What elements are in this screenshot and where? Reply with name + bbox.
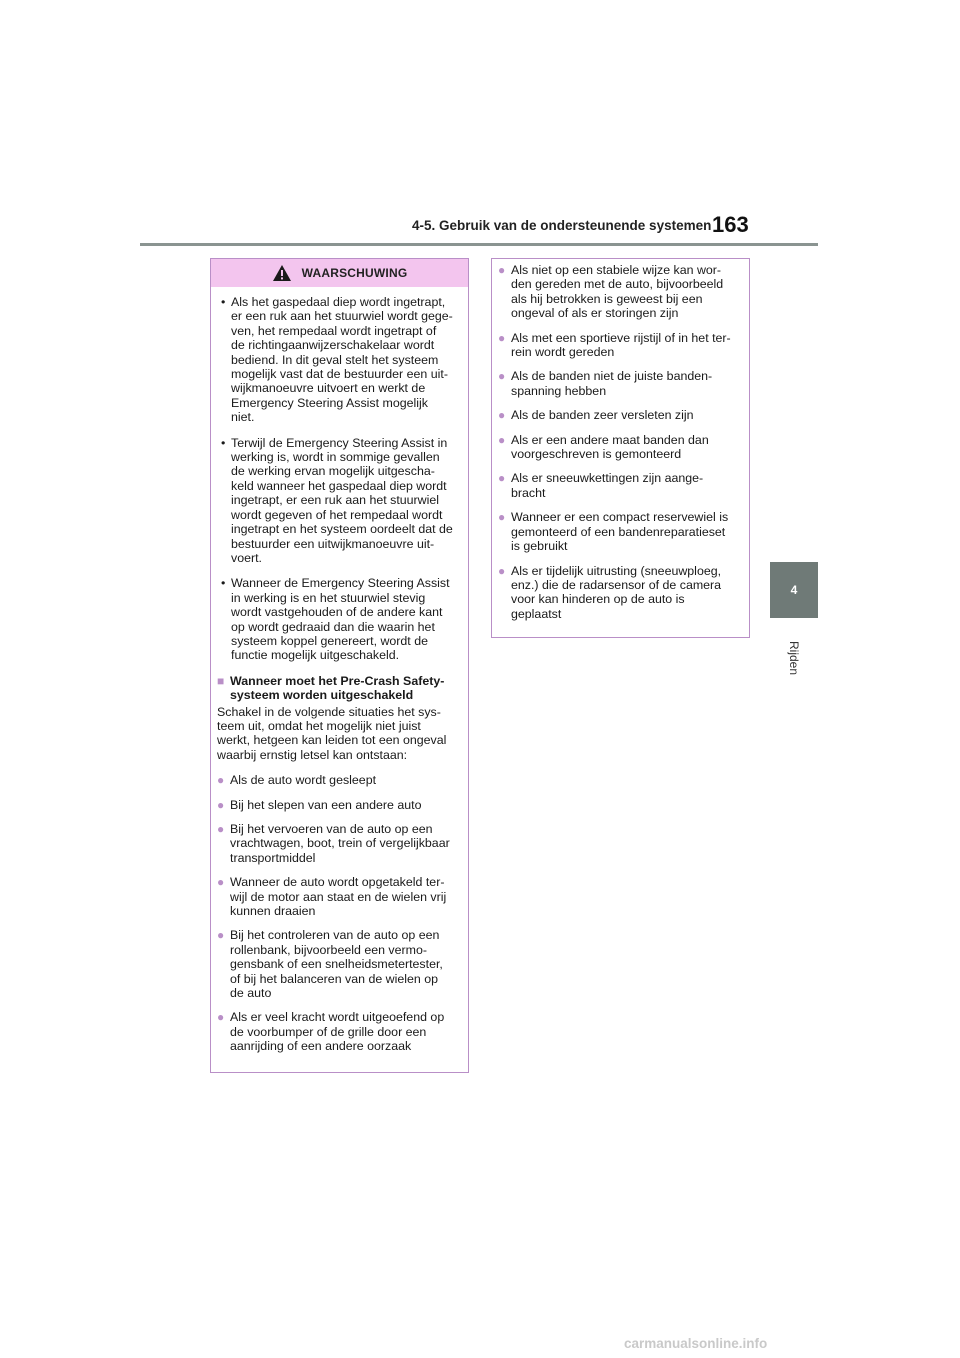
text-line: Wanneer moet het Pre-Crash Safety- [230,673,445,688]
warning-heading: WAARSCHUWING [301,266,408,280]
intro-paragraph [217,705,460,763]
warning-bullet-marker: • [221,435,226,450]
text-line: niet. [231,410,255,425]
situation-item-marker: ● [498,471,506,486]
text-line: rein wordt gereden [511,345,615,360]
text-line: Schakel in de volgende situaties het sys- [217,704,441,719]
text-line: werking is, wordt in sommige gevallen [231,450,440,465]
situation-item [217,798,460,812]
text-line: geplaatst [511,606,562,621]
situation-item-marker: ● [498,563,506,578]
text-line: of bij het balanceren van de wielen op [230,971,439,986]
header-rule [140,243,818,246]
subheading-text [230,674,444,703]
text-line: Als er een andere maat banden dan [511,432,709,447]
warning-panel-left [210,258,469,1073]
situation-item-marker: ● [217,875,225,890]
situation-item-text [230,798,460,812]
situation-item-marker: ● [498,408,506,423]
warning-bullet-marker: • [221,576,226,591]
situation-item-text [511,263,743,321]
text-line: Als de banden zeer versleten zijn [511,408,694,423]
text-line: gensbank of een snelheidsmetertester, [230,957,443,972]
text-line: bediend. In dit geval stelt het systeem [231,352,439,367]
text-line: de werking ervan mogelijk uitgescha- [231,464,435,479]
warning-bullet-text [231,436,460,566]
situation-item-marker: ● [498,263,506,277]
situation-item [498,471,743,500]
situation-item [498,331,743,360]
situation-item-marker: ● [217,1010,225,1025]
text-line: de voorbumper of de grille door een [230,1024,427,1039]
text-line: Als de banden niet de juiste banden- [511,369,713,384]
situation-item-text [511,408,743,422]
warning-bullet-text [231,576,460,662]
warning-body-left [211,287,468,1070]
subheading-marker: ■ [217,673,225,688]
text-line: rollenbank, bijvoorbeeld een vermo- [230,942,427,957]
warning-bullet [217,295,460,425]
situation-item-text [511,471,743,500]
text-line: Als er sneeuwkettingen zijn aange- [511,471,704,486]
text-line: de auto [230,986,272,1001]
situation-item [498,408,743,422]
text-line: kunnen draaien [230,904,316,919]
text-line: ongeval of als er storingen zijn [511,306,679,321]
text-line: in werking is en het stuurwiel stevig [231,590,426,605]
text-line: gemonteerd of een bandenreparatieset [511,524,726,539]
text-line: er een ruk aan het stuurwiel wordt gege- [231,309,453,324]
text-line: functie mogelijk uitgeschakeld. [231,648,400,663]
text-line: mogelijk vast dat de bestuurder een uit- [231,367,448,382]
warning-body-right [492,259,749,637]
situation-item [217,928,460,1000]
section-title: 4-5. Gebruik van de ondersteunende systemen [412,218,712,233]
situation-item-marker: ● [217,822,225,836]
text-line: Als het gaspedaal diep wordt ingetrapt, [231,295,446,309]
situation-item-text [511,369,743,398]
text-line: enz.) die de radarsensor of de camera [511,577,722,592]
situation-item [498,433,743,462]
situation-item-text [511,433,743,462]
text-line: teem uit, omdat het mogelijk niet juist [217,718,421,733]
text-line: op wordt gedraaid dan die waarin het [231,619,435,634]
text-line: Terwijl de Emergency Steering Assist in [231,435,448,450]
situation-item-text [230,773,460,787]
text-line: Als niet op een stabiele wijze kan wor- [511,263,722,277]
text-line: keld wanneer het gaspedaal diep wordt [231,478,447,493]
warning-panel-right [491,258,750,638]
situation-item [498,510,743,553]
text-line: Wanneer de Emergency Steering Assist [231,576,450,591]
text-line: Als de auto wordt gesleept [230,773,377,788]
warning-triangle-icon [272,264,292,282]
text-line: vrachtwagen, boot, trein of vergelijkbaar [230,836,450,851]
text-line: Wanneer de auto wordt opgetakeld ter- [230,875,445,890]
text-line: spanning hebben [511,383,607,398]
situation-item-text [230,875,460,918]
text-line: voor kan hinderen op de auto is [511,592,685,607]
text-line: wordt vastgehouden of de andere kant [231,605,443,620]
situation-item-text [230,1010,460,1053]
chapter-label [776,628,812,688]
warning-bullet-marker: • [221,295,226,309]
subheading [217,674,460,703]
text-line: Emergency Steering Assist mogelijk [231,395,428,410]
page-number: 163 [712,212,749,237]
situation-item-text [230,928,460,1000]
text-line: voert. [231,550,262,565]
text-line: is gebruikt [511,539,568,554]
situation-item-marker: ● [217,797,225,812]
situation-item-marker: ● [217,773,225,788]
text-line: Als met een sportieve rijstijl of in het ter- [511,330,731,345]
chapter-label-text: Rijden [787,640,801,676]
text-line: de richtingaanwijzerschakelaar wordt [231,338,435,353]
situation-item [498,369,743,398]
chapter-number: 4 [790,583,798,597]
situation-item-marker: ● [498,330,506,345]
situation-item-text [511,331,743,360]
situation-item [217,1010,460,1053]
text-line: aanrijding of een andere oorzaak [230,1039,412,1054]
text-line: Bij het vervoeren van de auto op een [230,822,433,836]
situation-item [498,564,743,622]
warning-bullet [217,576,460,662]
text-line: wijl de motor aan staat en de wielen vrij [230,889,447,904]
text-line: bracht [511,485,546,500]
text-line: ven, het rempedaal wordt ingetrapt of [231,323,437,338]
text-line: Als er veel kracht wordt uitgeoefend op [230,1010,445,1025]
text-line: Bij het controleren van de auto op een [230,928,440,943]
warning-bullet [217,436,460,566]
text-line: Als er tijdelijk uitrusting (sneeuwploeg, [511,563,722,578]
text-line: bestuurder een uitwijkmanoeuvre uit- [231,536,435,551]
situation-item-text [230,822,460,865]
text-line: ingetrapt, er een ruk aan het stuurwiel [231,493,440,508]
watermark: carmanualsonline.info [624,1336,768,1351]
situation-item-marker: ● [498,369,506,384]
text-line: systeem koppel genereert, wordt de [231,633,428,648]
text-line: waarbij ernstig letsel kan ontstaan: [217,747,408,762]
situation-item [217,875,460,918]
text-line: den gereden met de auto, bijvoorbeeld [511,277,724,292]
text-line: wijkmanoeuvre uitvoert en werkt de [231,381,426,396]
warning-header [211,259,468,287]
situation-item-text [511,510,743,553]
situation-item-marker: ● [498,510,506,525]
situation-item-marker: ● [217,928,225,943]
situation-item [498,263,743,321]
chapter-tab [770,562,818,618]
text-line: als hij betrokken is geweest bij een [511,291,703,306]
situation-item-text [511,564,743,622]
text-line: wordt gegeven of het rempedaal wordt [231,507,443,522]
situation-item [217,773,460,787]
warning-bullet-text [231,295,460,425]
text-line: systeem worden uitgeschakeld [230,688,414,703]
text-line: werkt, hetgeen kan leiden tot een ongeval [217,733,447,748]
text-line: voorgeschreven is gemonteerd [511,447,682,462]
text-line: transportmiddel [230,850,316,865]
text-line: Wanneer er een compact reservewiel is [511,510,729,525]
situation-item-marker: ● [498,432,506,447]
situation-item [217,822,460,865]
text-line: Bij het slepen van een andere auto [230,797,422,812]
text-line: ingetrapt en het systeem oordeelt dat de [231,522,453,537]
